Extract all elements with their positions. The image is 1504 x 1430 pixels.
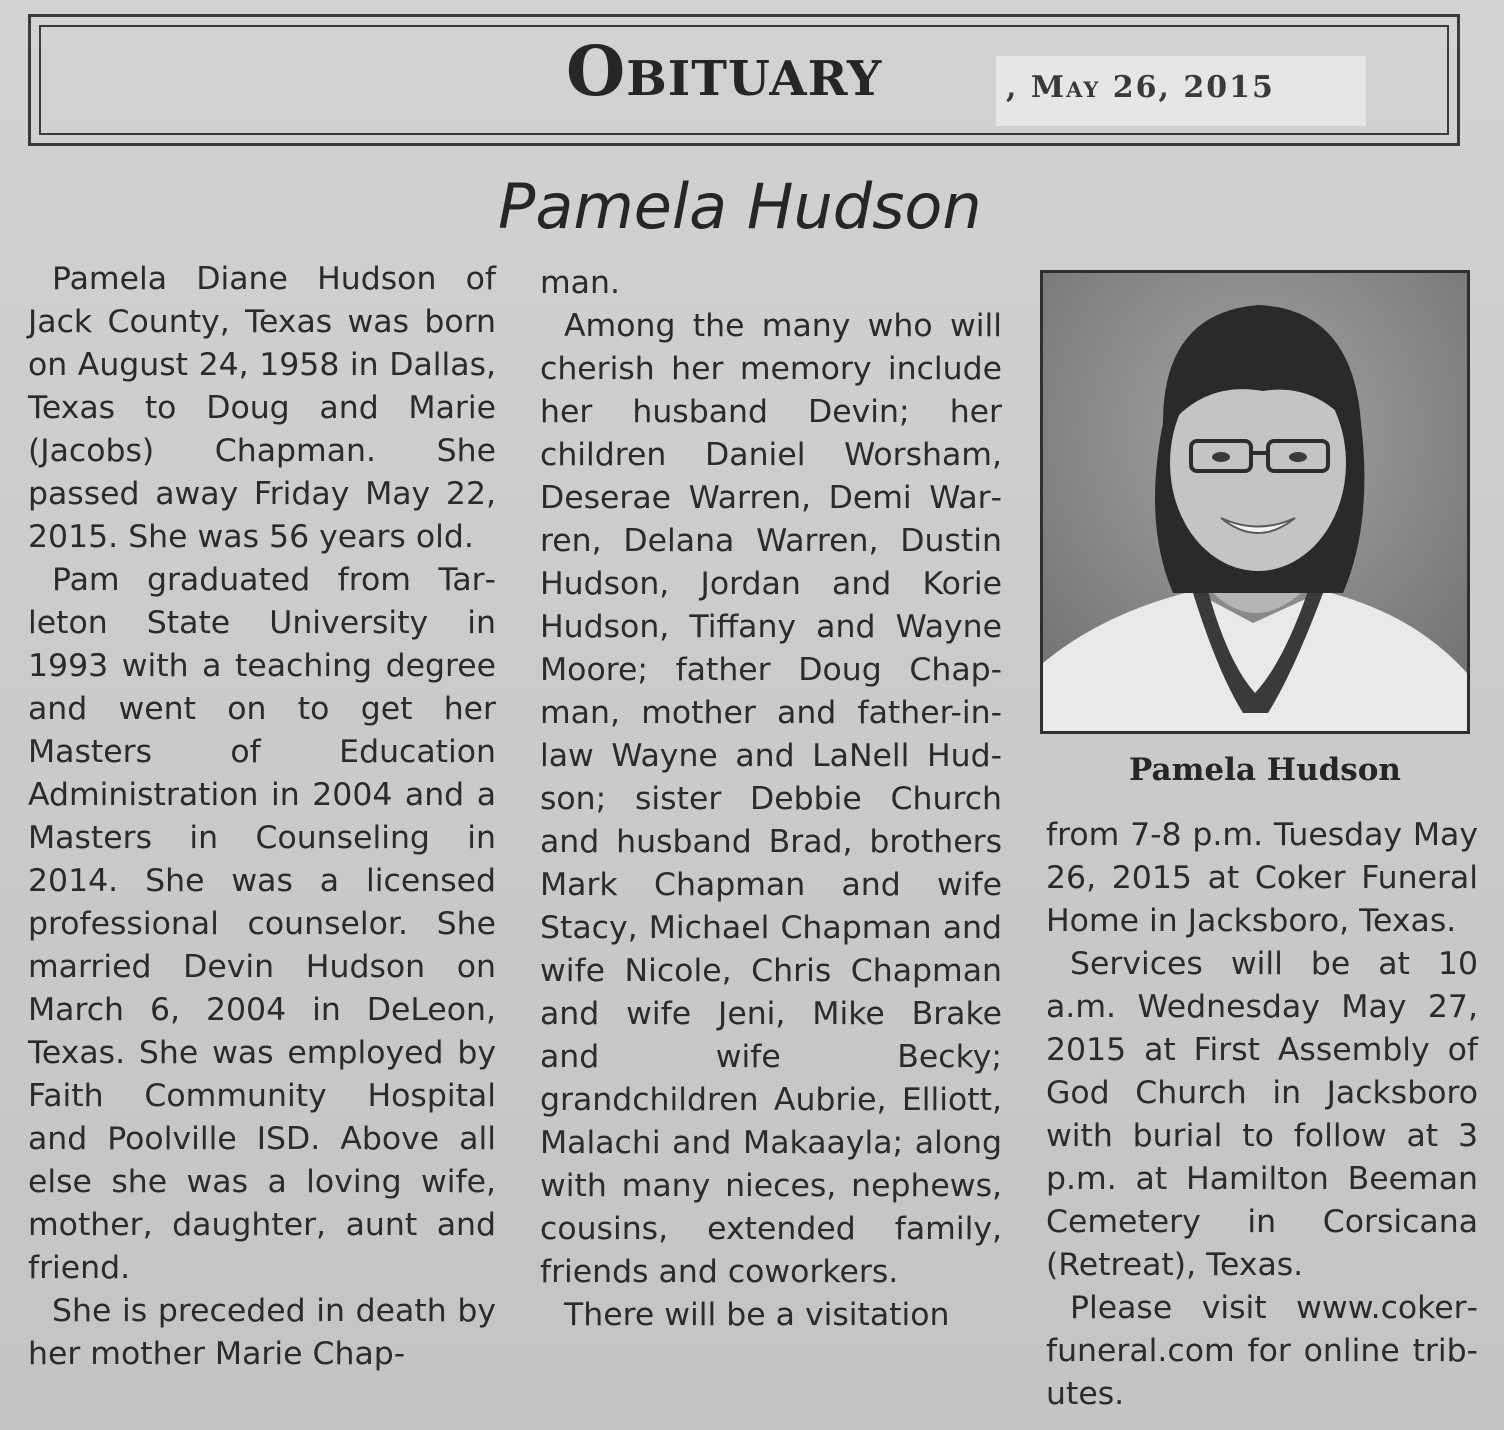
obituary-name-heading: Pamela Hudson bbox=[498, 170, 982, 243]
paragraph-visitation-details: from 7-8 p.m. Tuesday May 26, 2015 at Coker Funeral Home in Jacksboro, Texas. bbox=[1046, 817, 1478, 939]
portrait-photo bbox=[1040, 270, 1470, 734]
photo-caption: Pamela Hudson bbox=[1129, 752, 1401, 788]
paragraph-visitation-start: There will be a visitation bbox=[564, 1297, 950, 1333]
portrait-illustration bbox=[1043, 273, 1467, 731]
publication-date: , May 26, 2015 bbox=[996, 56, 1366, 126]
paragraph-services: Services will be at 10 a.m. Wednesday May 27, 2015 at First Assembly of God Church in Jacksboro with burial to follow at 3 p.m. at Hamilton Beeman Cemetery in Corsicana (Retreat), Texas. bbox=[1046, 946, 1478, 1283]
paragraph-preceded-in-death: She is preceded in death by her mother Marie Chap- bbox=[28, 1293, 496, 1372]
paragraph-survivors: Among the many who will cherish her memory include her husband Devin; her children Daniel Worsham, Deserae Warren, Demi Warren, Delana Warren, Dustin Hudson, Jordan and Korie Hudson, Tiffany and Wayne Moore; father Doug Chapman, mother and father-in-law Wayne and LaNell Hudson; sister Debbie Church and husband Brad, brothers Mark Chapman and wife Stacy, Michael Chapman and wife Nicole, Chris Chapman and wife Jeni, Mike Brake and wife Becky; grandchildren Aubrie, Elliott, Malachi and Makaayla; along with many nieces, nephews, cousins, extended family, friends and coworkers. bbox=[540, 308, 1002, 1290]
paragraph-online-tributes: Please visit www.cokerfuneral.com for online tributes. bbox=[1046, 1290, 1478, 1412]
text-column-1 bbox=[28, 258, 496, 1376]
section-title: Obituary bbox=[566, 32, 883, 112]
paragraph-education-career: Pam graduated from Tarleton State University in 1993 with a teaching degree and went on to get her Masters of Education Administration in 2004 and a Masters in Counseling in 2014. She was a licensed professional counselor. She married Devin Hudson on March 6, 2004 in DeLeon, Texas. She was employed by Faith Community Hospital and Poolville ISD. Above all else she was a loving wife, mother, daughter, aunt and friend. bbox=[28, 562, 496, 1286]
text-column-3 bbox=[1046, 814, 1478, 1416]
text-column-2 bbox=[540, 262, 1002, 1337]
paragraph-birth: Pamela Diane Hudson of Jack County, Texas was born on August 24, 1958 in Dallas, Texas to Doug and Marie (Jacobs) Chapman. She passed away Friday May 22, 2015. She was 56 years old. bbox=[28, 261, 496, 555]
paragraph-continuation: man. bbox=[540, 265, 620, 301]
